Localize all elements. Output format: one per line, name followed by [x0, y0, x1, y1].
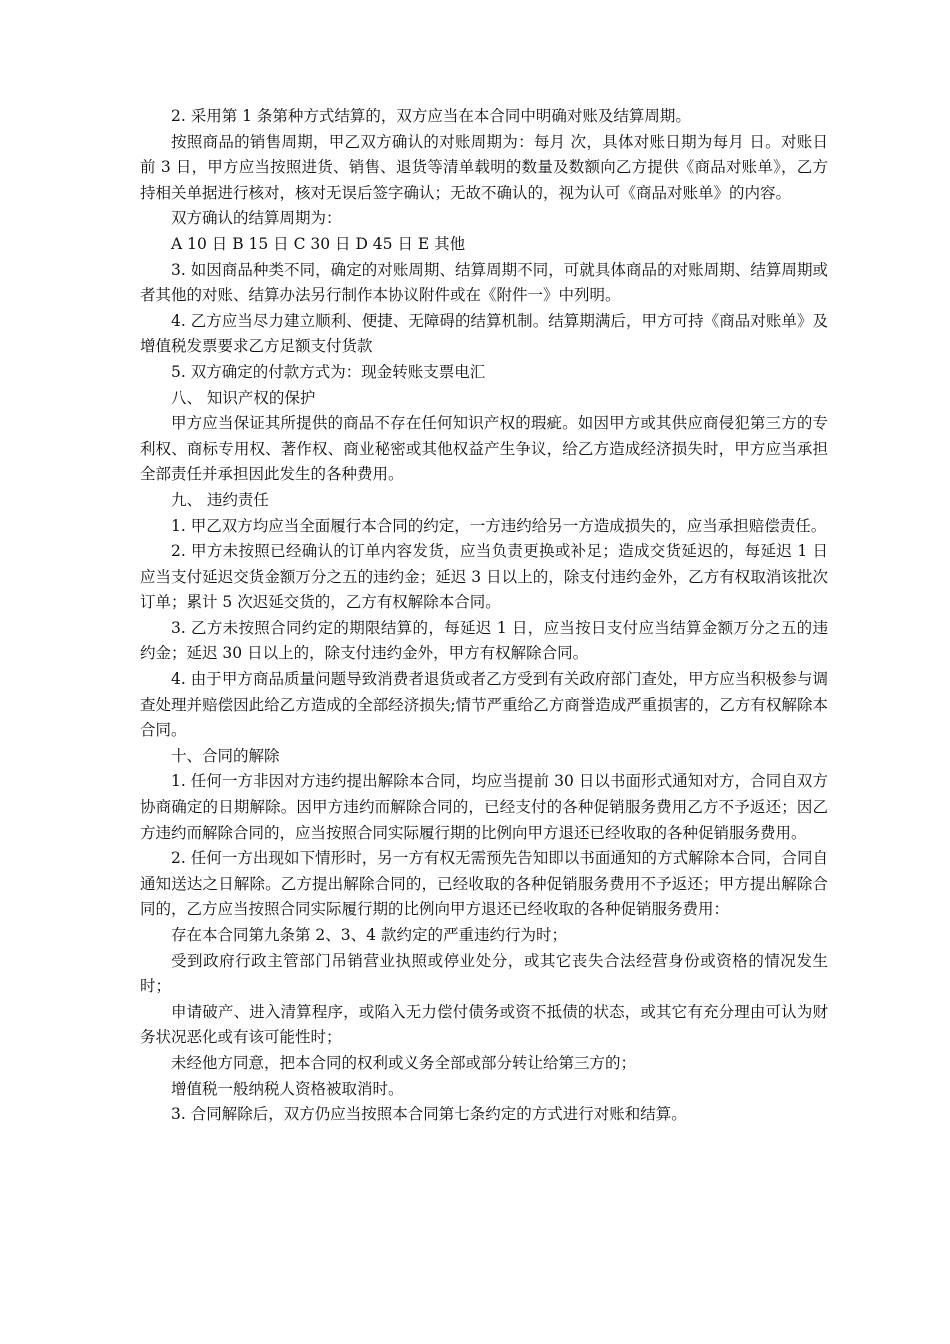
paragraph-termination-1: 1. 任何一方非因对方违约提出解除本合同，均应当提前 30 日以书面形式通知对方，合同自双方协商确定的日期解除。因甲方违约而解除合同的，已经支付的各种促销服务费用乙方不予返还；因乙方违约而解除合同的，应当按照合同实际履行期的比例向甲方退还已经收取的各种促销服务费用。	[140, 772, 828, 842]
paragraph-settlement-4: 4. 乙方应当尽力建立顺利、便捷、无障碍的结算机制。结算期满后，甲方可持《商品对账单》及增值税发票要求乙方足额支付货款	[140, 311, 828, 356]
paragraph-ip: 甲方应当保证其所提供的商品不存在任何知识产权的瑕疵。如因甲方或其供应商侵犯第三方的专利权、商标专用权、著作权、商业秘密或其他权益产生争议，给乙方造成经济损失时，甲方应当承担全部责任并承担因此发生的各种费用。	[140, 414, 828, 484]
paragraph-breach-4: 4. 由于甲方商品质量问题导致消费者退货或者乙方受到有关政府部门查处，甲方应当积极参与调查处理并赔偿因此给乙方造成的全部经济损失;情节严重给乙方商誉造成严重损害的，乙方有权解除本合同。	[140, 670, 828, 740]
paragraph-settlement-options: A 10 日 B 15 日 C 30 日 D 45 日 E 其他	[171, 234, 466, 253]
paragraph-termination-3: 3. 合同解除后，双方仍应当按照本合同第七条约定的方式进行对账和结算。	[171, 1105, 687, 1124]
paragraph-settlement-2: 2. 采用第 1 条第种方式结算的，双方应当在本合同中明确对账及结算周期。	[171, 107, 691, 125]
document-page	[140, 104, 828, 1128]
paragraph-termination-case-1: 存在本合同第九条第 2、3、4 款约定的严重违约行为时；	[171, 926, 567, 944]
paragraph-termination-case-4: 未经他方同意，把本合同的权利或义务全部或部分转让给第三方的；	[171, 1053, 637, 1072]
section-heading-termination: 十、合同的解除	[171, 746, 280, 765]
paragraph-breach-1: 1. 甲乙双方均应当全面履行本合同的约定，一方违约给另一方造成损失的，应当承担赔偿责任。	[171, 516, 827, 535]
paragraph-settlement-3: 3. 如因商品种类不同，确定的对账周期、结算周期不同，可就具体商品的对账周期、结算周期或者其他的对账、结算办法另行制作本协议附件或在《附件一》中列明。	[140, 260, 828, 305]
paragraph-settlement-5: 5. 双方确定的付款方式为：现金转账支票电汇	[171, 362, 486, 381]
paragraph-breach-2: 2. 甲方未按照已经确认的订单内容发货，应当负责更换或补足；造成交货延迟的，每延迟 1 日应当支付延迟交货金额万分之五的违约金；延迟 3 日以上的，除支付违约金外，乙方有权取消该批次订单；累计 5 次迟延交货的，乙方有权解除本合同。	[140, 542, 828, 612]
paragraph-breach-3: 3. 乙方未按照合同约定的期限结算的，每延迟 1 日，应当按日支付应当结算金额万分之五的违约金；延迟 30 日以上的，除支付违约金外，甲方有权解除合同。	[140, 618, 828, 663]
paragraph-settlement-period-label: 双方确认的结算周期为：	[171, 209, 342, 228]
paragraph-termination-case-3: 申请破产、进入清算程序，或陷入无力偿付债务或资不抵债的状态，或其它有充分理由可认为财务状况恶化或有该可能性时；	[140, 1002, 828, 1047]
section-heading-breach: 九、 违约责任	[171, 490, 269, 509]
paragraph-termination-2: 2. 任何一方出现如下情形时，另一方有权无需预先告知即以书面通知的方式解除本合同，合同自通知送达之日解除。乙方提出解除合同的，已经收取的各种促销服务费用不予返还；甲方提出解除合同的，乙方应当按照合同实际履行期的比例向甲方退还已经收取的各种促销服务费用：	[140, 849, 828, 919]
paragraph-termination-case-5: 增值税一般纳税人资格被取消时。	[171, 1079, 404, 1098]
section-heading-ip: 八、 知识产权的保护	[171, 388, 316, 407]
paragraph-termination-case-2: 受到政府行政主管部门吊销营业执照或停业处分，或其它丧失合法经营身份或资格的情况发生时；	[140, 951, 828, 996]
paragraph-reconciliation-period: 按照商品的销售周期，甲乙双方确认的对账周期为：每月 次，具体对账日期为每月 日。对账日前 3 日，甲方应当按照进货、销售、退货等清单载明的数量及数额向乙方提供《商品对账单》，乙方持相关单据进行核对，核对无误后签字确认；无故不确认的，视为认可《商品对账单》的内容。	[140, 132, 828, 202]
